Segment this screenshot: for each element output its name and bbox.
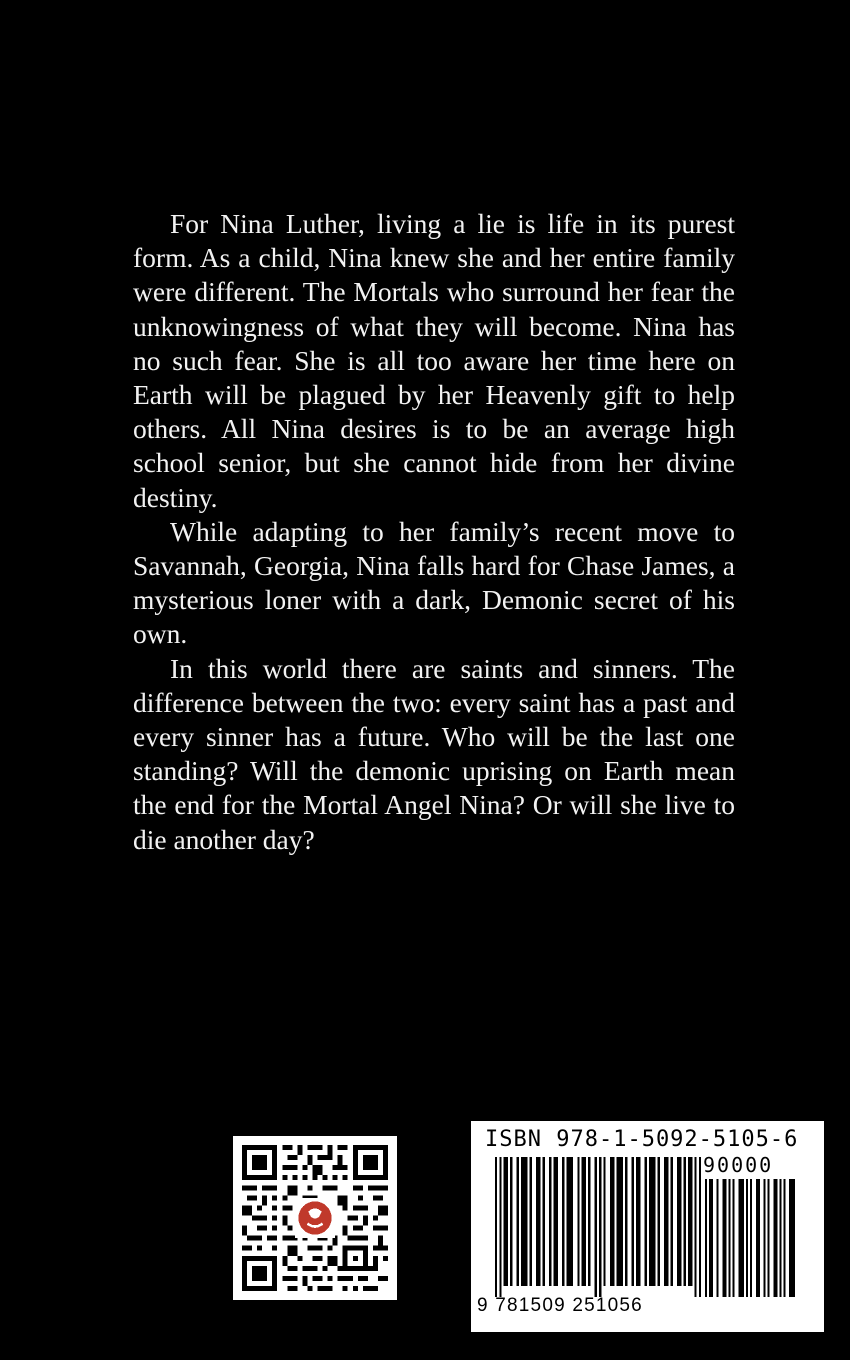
ean-digits: 9 781509 251056 bbox=[477, 1295, 643, 1316]
price-addon-code: 90000 bbox=[703, 1153, 774, 1177]
barcode-bars bbox=[495, 1157, 701, 1297]
back-cover-blurb bbox=[133, 207, 735, 857]
addon-barcode-bars bbox=[705, 1179, 797, 1297]
blurb-paragraph-1: For Nina Luther, living a lie is life in its purest form. As a child, Nina knew she and her entire family were different. The Mortals who surround her fear the unknowingness of what they will become. Nina has no such fear. She is all too aware her time here on Earth will be plagued by her Heavenly gift to help others. All Nina desires is to be an average high school senior, but she cannot hide from her divine destiny. bbox=[133, 208, 735, 513]
isbn-barcode bbox=[471, 1121, 824, 1332]
blurb-paragraph-2: While adapting to her family’s recent move to Savannah, Georgia, Nina falls hard for Chase James, a mysterious loner with a dark, Demonic secret of his own. bbox=[133, 515, 735, 650]
rose-logo-icon bbox=[298, 1201, 331, 1234]
qr-code bbox=[233, 1136, 397, 1300]
blurb-paragraph-3: In this world there are saints and sinners. The difference between the two: every saint has a past and every sinner has a future. Who will be the last one standing? Will the demonic uprising on Earth mean the end for the Mortal Angel Nina? Or will she live to die another day? bbox=[133, 652, 735, 855]
qr-code-icon bbox=[242, 1145, 388, 1291]
isbn-number: ISBN 978-1-5092-5105-6 bbox=[485, 1127, 799, 1152]
